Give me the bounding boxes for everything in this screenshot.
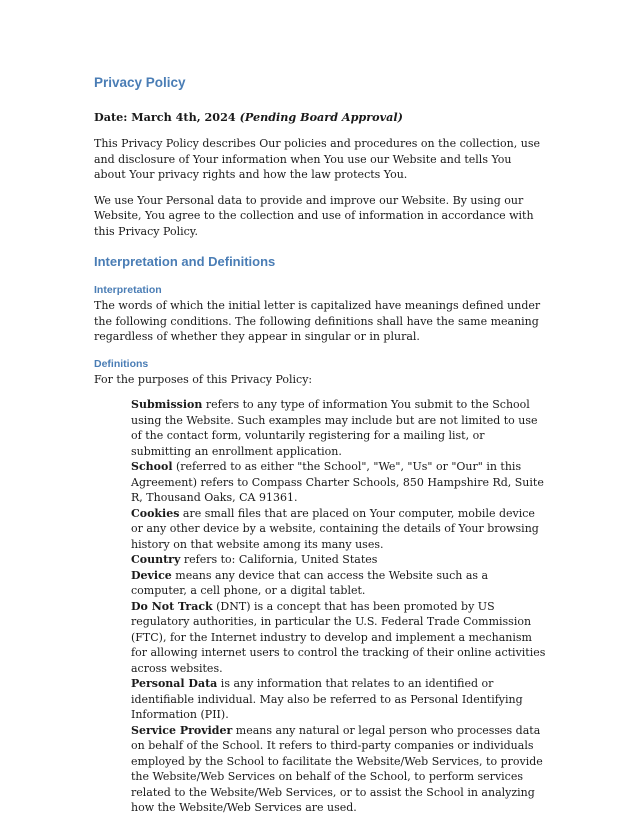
page-title: Privacy Policy: [94, 75, 186, 90]
interpretation-heading: Interpretation: [94, 284, 162, 296]
definition-text: (referred to as either "the School", "We", "Us" or "Our" in this Agreement) refers to Compass Charter Schools, 850 Hampshire Rd, Suite R, Thousand Oaks, CA 91361.: [131, 460, 544, 504]
definition-item: [131, 723, 546, 816]
definitions-list: [131, 397, 546, 816]
date-note: (Pending Board Approval): [239, 110, 403, 124]
definition-text: means any natural or legal person who processes data on behalf of the School. It refers to third-party companies or individuals employed by the School to facilitate the Website/Web Services, to provide the Website/Web Services on behalf of the School, to perform services related to the Website/Web Services, or to assist the School in analyzing how the Website/Web Services are used.: [131, 723, 543, 814]
definition-term: Country: [131, 553, 181, 566]
section-heading: Interpretation and Definitions: [94, 254, 276, 269]
definition-term: Personal Data: [131, 677, 218, 690]
definition-term: Device: [131, 568, 172, 582]
intro-paragraph-2: We use Your Personal data to provide and improve our Website. By using our Website, You agree to the collection and use of information in accordance with this Privacy Policy.: [94, 193, 534, 238]
definition-item: [131, 599, 546, 677]
definition-term: Service Provider: [131, 723, 233, 737]
definition-term: Do Not Track: [131, 599, 213, 613]
definition-item: [131, 676, 546, 723]
date-label: Date: March 4th, 2024: [94, 110, 236, 124]
interpretation-text: The words of which the initial letter is capitalized have meanings defined under the following conditions. The following definitions shall have the same meaning regardless of whether they appear in singular or in plural.: [94, 299, 541, 343]
definition-text: is any information that relates to an identified or identifiable individual. May also be referred to as Personal Identifying Information (PII).: [131, 677, 523, 721]
definition-item: [131, 397, 546, 459]
policy-date: [94, 108, 546, 126]
definition-item: [131, 552, 546, 568]
definition-text: refers to any type of information You submit to the School using the Website. Such examples may include but are not limited to use of the contact form, voluntarily registering for a mailing list, or submitting an enrollment application.: [131, 398, 538, 458]
definition-item: [131, 459, 546, 506]
definition-term: Submission: [131, 398, 203, 411]
definition-text: means any device that can access the Website such as a computer, a cell phone, or a digital tablet.: [131, 568, 489, 597]
document-page: [94, 72, 546, 816]
definition-text: (DNT) is a concept that has been promoted by US regulatory authorities, in particular the U.S. Federal Trade Commission (FTC), for the Internet industry to develop and implement a mechanism for allowing internet users to control the tracking of their online activities across websites.: [131, 599, 546, 675]
definition-term: Cookies: [131, 506, 180, 520]
intro-paragraph-1: This Privacy Policy describes Our policies and procedures on the collection, use and disclosure of Your information when You use our Website and tells You about Your privacy rights and how the law protects You.: [94, 137, 540, 181]
definitions-heading: Definitions: [94, 357, 149, 370]
definitions-intro: For the purposes of this Privacy Policy:: [94, 372, 313, 386]
definition-text: are small files that are placed on Your computer, mobile device or any other device by a website, containing the details of Your browsing history on that website among its many uses.: [131, 506, 539, 551]
definition-item: [131, 506, 546, 553]
definition-text: refers to: California, United States: [180, 553, 378, 566]
definition-item: [131, 568, 546, 599]
definition-term: School: [131, 460, 173, 473]
